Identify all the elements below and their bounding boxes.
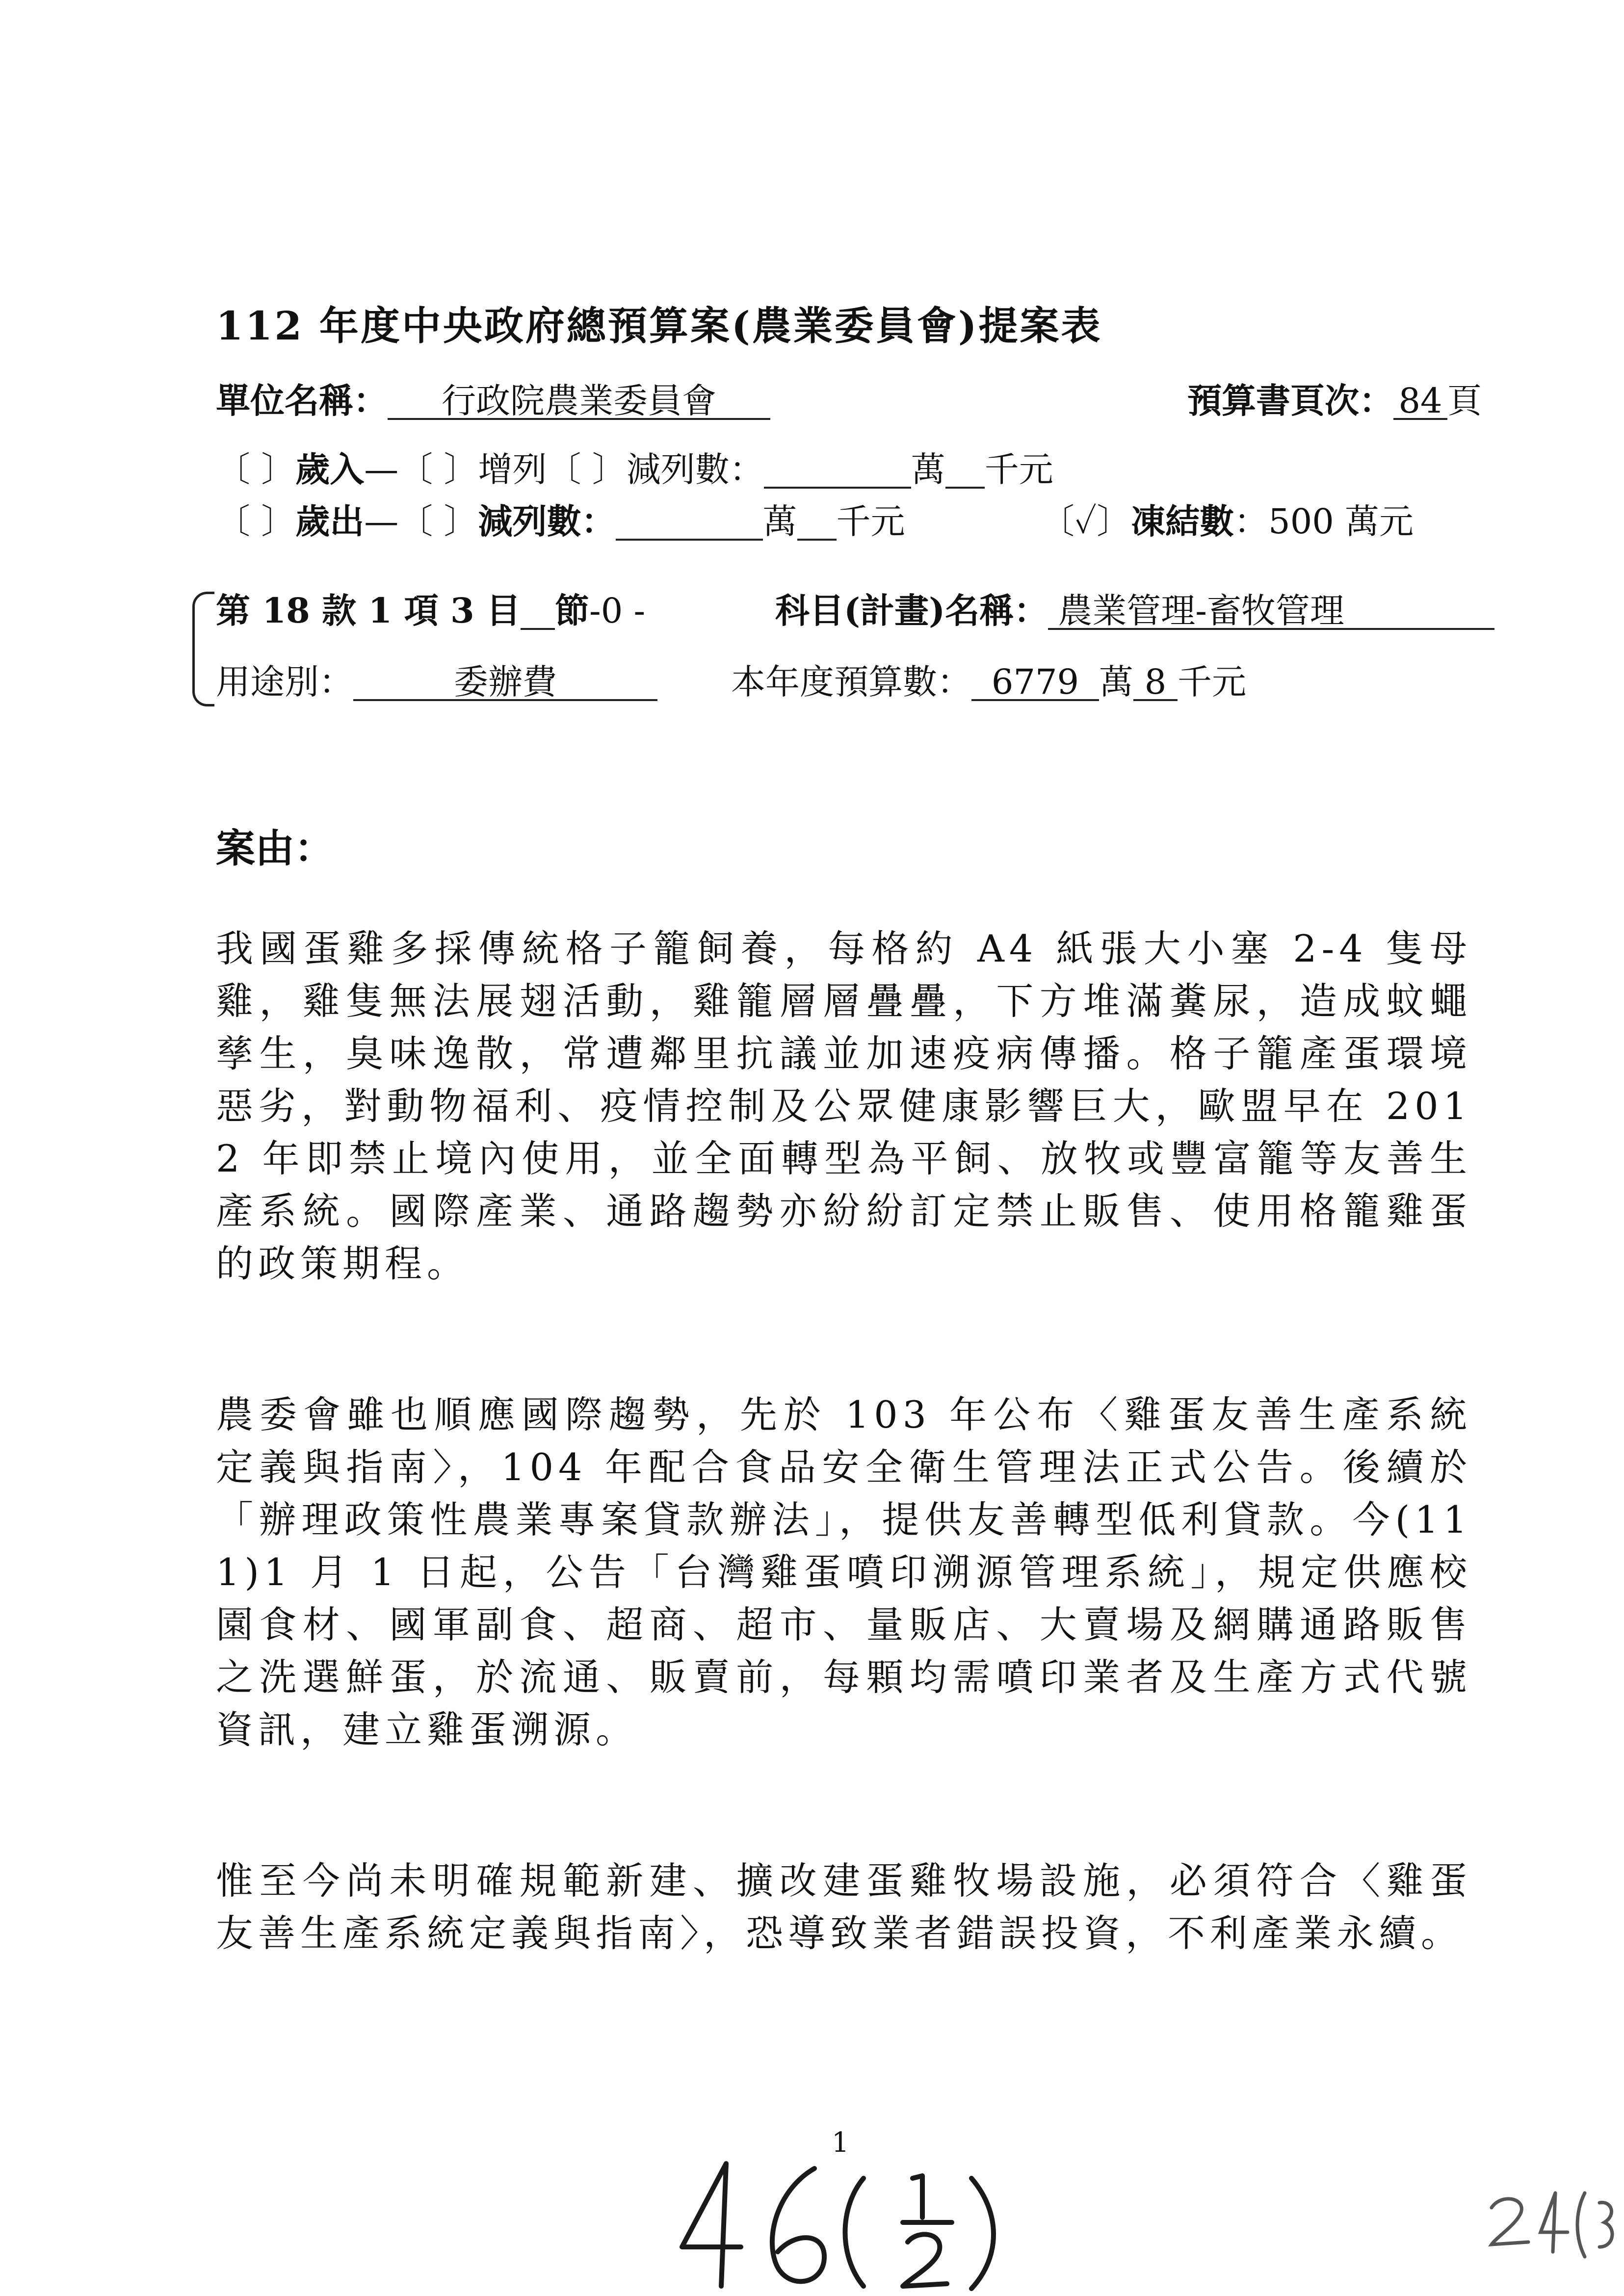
revenue-add-label: 增列 [478,449,547,490]
page-title: 112 年度中央政府總預算案(農業委員會)提案表 [216,303,1102,349]
revenue-reduce-checkbox: 〔 〕 [547,449,627,490]
revenue-reduce-label: 減列數： [626,449,764,490]
freeze-value: ：500 萬元 [1234,501,1414,542]
freeze-line [1040,501,1414,542]
expense-wan: 萬 [762,501,797,542]
subject-value: 農業管理-畜牧管理 [1048,594,1494,630]
revenue-dash: — [364,449,399,490]
budget-wan-unit: 萬 [1099,662,1133,702]
page-ref-label: 預算書頁次： [1187,380,1393,421]
section-jie-blank [521,594,555,630]
page-ref-row [1187,380,1482,421]
subject-label: 科目(計畫)名稱： [775,590,1048,631]
expense-reduce-checkbox: 〔 〕 [398,501,478,542]
revenue-add-checkbox: 〔 〕 [398,449,478,490]
revenue-qian-blank [945,452,985,489]
handwritten-corner [1482,2178,1619,2262]
revenue-line [216,449,1053,490]
expense-dash: — [364,501,399,542]
expense-qian: 千元 [836,501,905,542]
section-tail: -0 - [589,591,646,631]
page-ref-suffix: 頁 [1447,381,1482,421]
section-prefix: 第 18 款 1 項 3 目 [216,590,521,631]
section-row [216,590,646,631]
freeze-checkbox: 〔✓〕 [1040,501,1131,542]
expense-wan-blank [616,504,763,541]
paragraph-1: 我國蛋雞多採傳統格子籠飼養，每格約 A4 紙張大小塞 2-4 隻母雞，雞隻無法展翅活動，雞籠層層疊疊，下方堆滿糞尿，造成蚊蠅孳生，臭味逸散，常遭鄰里抗議並加速疫病傳播。格子籠產蛋環境惡劣，對動物福利、疫情控制及公眾健康影響巨大，歐盟早在 2012 年即禁止境內使用，並全面轉型為平飼、放牧或豐富籠等友善生產系統。國際產業、通路趨勢亦紛紛訂定禁止販售、使用格籠雞蛋的政策期程。 [216,927,1472,1285]
paragraph-3: 惟至今尚未明確規範新建、擴改建蛋雞牧場設施，必須符合〈雞蛋友善生產系統定義與指南〉，恐導致業者錯誤投資，不利產業永續。 [216,1859,1472,1955]
unit-value: 行政院農業委員會 [388,384,770,420]
budget-qian-unit: 千元 [1178,662,1246,702]
section-bracket [192,592,214,706]
page-ref-value: 84 [1393,384,1447,420]
revenue-wan-blank [764,452,911,489]
revenue-label: 歲入 [295,449,365,490]
budget-qian-value: 8 [1133,665,1178,701]
usage-value: 委辦費 [353,665,657,701]
revenue-checkbox: 〔 〕 [216,449,296,490]
case-heading: 案由： [216,825,334,871]
usage-row [216,662,657,702]
budget-row [731,662,1246,702]
handwritten-mark [667,2149,1050,2296]
expense-line [216,501,905,542]
expense-qian-blank [797,504,837,541]
unit-row [216,380,770,421]
expense-label: 歲出 [295,501,365,542]
subject-row [775,590,1494,631]
page-number: 1 [832,2127,849,2159]
revenue-wan: 萬 [911,449,945,490]
expense-checkbox: 〔 〕 [216,501,296,542]
budget-label: 本年度預算數： [731,662,971,702]
usage-label: 用途別： [216,662,353,702]
section-jie: 節 [555,590,590,631]
unit-label: 單位名稱： [216,380,388,421]
revenue-qian: 千元 [984,449,1053,490]
budget-wan-value: 6779 [971,665,1099,701]
expense-reduce-label: 減列數： [478,501,616,542]
freeze-label: 凍結數 [1131,501,1234,542]
paragraph-2: 農委會雖也順應國際趨勢，先於 103 年公布〈雞蛋友善生產系統定義與指南〉，104 年配合食品安全衛生管理法正式公告。後續於「辦理政策性農業專案貸款辦法」，提供友善轉型低利貸款。今(111)1 月 1 日起，公告「台灣雞蛋噴印溯源管理系統」，規定供應校園食材、國軍副食、超商、超市、量販店、大賣場及網購通路販售之洗選鮮蛋，於流通、販賣前，每顆均需噴印業者及生產方式代號資訊，建立雞蛋溯源。 [216,1393,1472,1751]
